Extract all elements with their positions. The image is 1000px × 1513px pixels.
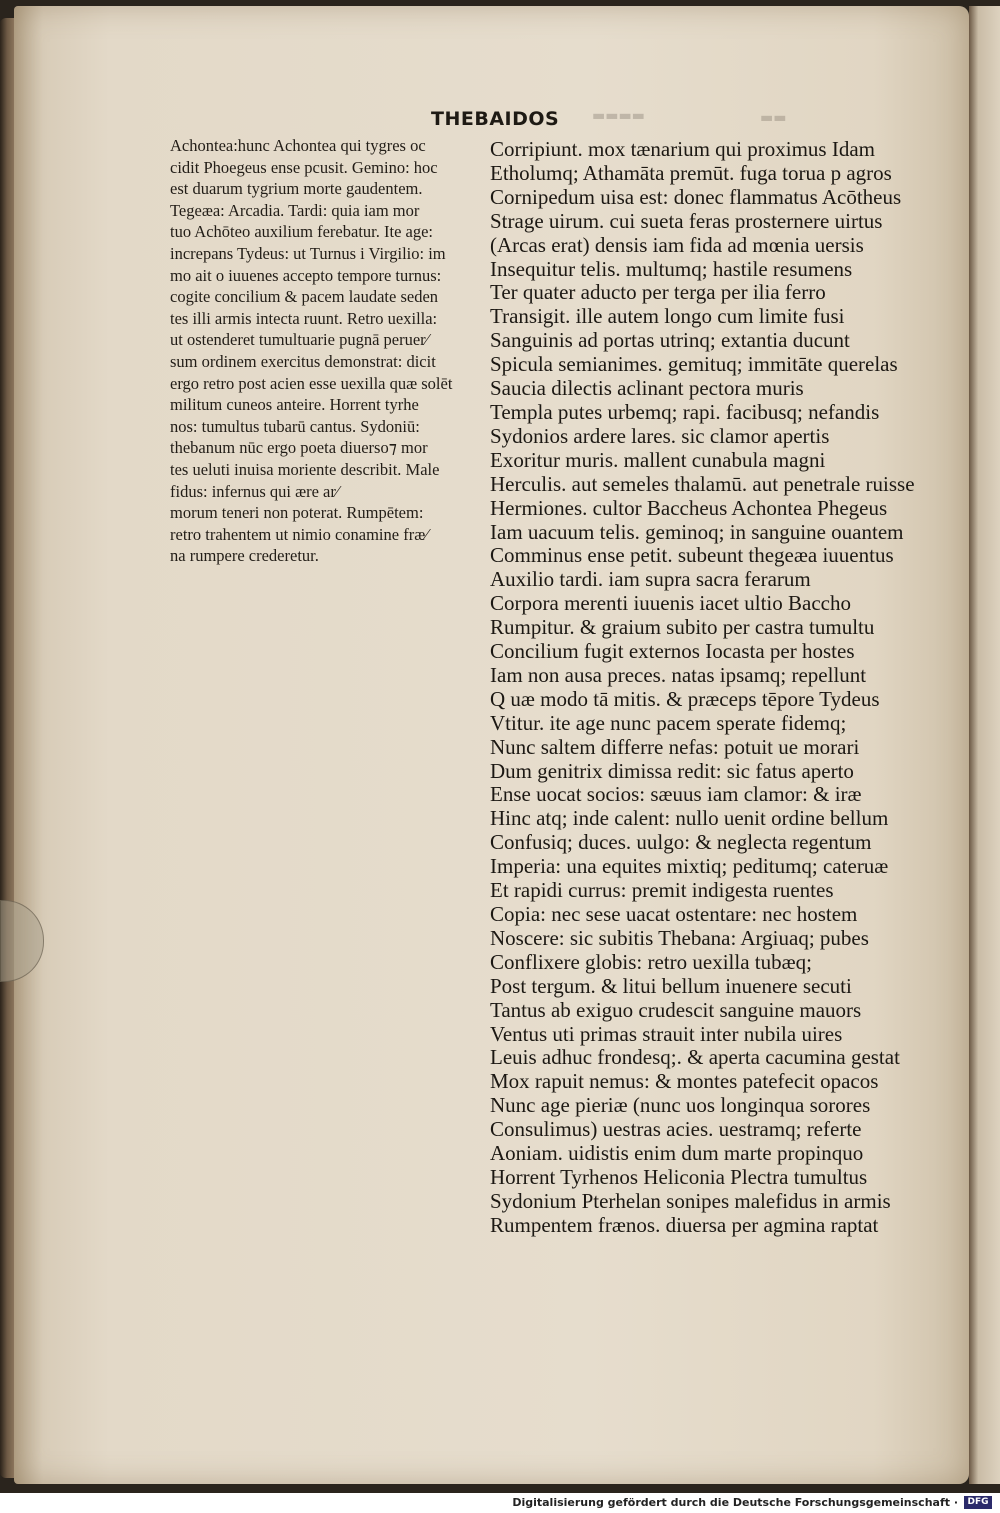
verse-line: Rumpitur. & graium subito per castra tumultu xyxy=(490,615,875,640)
verse-line: Rumpentem frænos. diuersa per agmina raptat xyxy=(490,1212,879,1237)
verse-line: Mox rapuit nemus: & montes patefecit opacos xyxy=(490,1069,879,1094)
commentary-line: tuo Achōteo auxilium ferebatur. Ite age: xyxy=(170,222,433,242)
verse-line: (Arcas erat) densis iam fida ad mœnia uersis xyxy=(490,232,864,257)
dfg-logo: DFG xyxy=(964,1496,992,1509)
commentary-line: Achontea:hunc Achontea qui tygres oc xyxy=(170,136,426,155)
commentary-line: cogite concilium & pacem laudate seden xyxy=(170,287,439,307)
commentary-line: mo ait o iuuenes accepto tempore turnus: xyxy=(170,265,442,285)
commentary-line: thebanum nūc ergo poeta diuerso⁊ mor xyxy=(170,438,428,458)
commentary-line: cidit Phoegeus ense pcusit. Gemino: hoc xyxy=(170,157,438,177)
verse-line: Noscere: sic subitis Thebana: Argiuaq; pubes xyxy=(490,925,869,950)
verse-line: Hinc atq; inde calent: nullo uenit ordine bellum xyxy=(490,806,889,831)
commentary-line: tes ueluti inuisa moriente describit. Male xyxy=(170,459,440,479)
verse-column xyxy=(490,138,950,1238)
commentary-line: morum teneri non poterat. Rumpētem: xyxy=(170,503,424,523)
verse-line: Conflixere globis: retro uexilla tubæq; xyxy=(490,949,812,974)
verse-line: Iam non ausa preces. natas ipsamq; repellunt xyxy=(490,662,867,687)
commentary-line: fidus: infernus qui ære ar⁄ xyxy=(170,481,339,501)
verse-line: Ter quater aducto per terga per ilia ferro xyxy=(490,280,826,305)
footer-bar xyxy=(0,1493,1000,1513)
verse-line: Copia: nec sese uacat ostentare: nec hostem xyxy=(490,902,858,926)
facing-page-edge xyxy=(969,6,1000,1484)
verse-line: Corripiunt. mox tænarium qui proximus Idam xyxy=(490,137,875,161)
verse-line: Strage uirum. cui sueta feras prosternere uirtus xyxy=(490,208,883,233)
commentary-column xyxy=(170,135,480,567)
verse-line: Insequitur telis. multumq; hastile resumens xyxy=(490,256,853,281)
commentary-line: increpans Tydeus: ut Turnus i Virgilio: im xyxy=(170,243,446,263)
verse-line: Sanguinis ad portas utrinq; extantia ducunt xyxy=(490,328,850,353)
verse-line: Iam uacuum telis. geminoq; in sanguine ouantem xyxy=(490,519,904,544)
verse-line: Consulimus) uestras acies. uestramq; referte xyxy=(490,1117,862,1142)
verse-line: Herculis. aut semeles thalamū. aut penetrale ruisse xyxy=(490,471,915,496)
verse-line: Templa putes urbemq; rapi. facibusq; nefandis xyxy=(490,399,880,424)
commentary-line: ergo retro post acien esse uexilla quæ solēt xyxy=(170,373,453,393)
verse-line: Comminus ense petit. subeunt thegeæa iuuentus xyxy=(490,543,894,568)
verse-line: Q uæ modo tā mitis. & præceps tēpore Tydeus xyxy=(490,686,880,711)
verse-line: Confusiq; duces. uulgo: & neglecta regentum xyxy=(490,830,872,855)
commentary-line: militum cuneos anteire. Horrent tyrhe xyxy=(170,395,419,415)
commentary-line: nos: tumultus tubarū cantus. Sydoniū: xyxy=(170,416,420,436)
commentary-line: Tegeæa: Arcadia. Tardi: quia iam mor xyxy=(170,200,420,220)
commentary-line: retro trahentem ut nimio conamine fræ⁄ xyxy=(170,524,428,544)
verse-line: Exoritur muris. mallent cunabula magni xyxy=(490,447,826,472)
bleed-header-ghost: ▬▬▬▬ xyxy=(592,108,645,124)
verse-line: Ense uocat socios: sæuus iam clamor: & iræ xyxy=(490,782,862,807)
verse-line: Ventus uti primas strauit inter nubila uires xyxy=(490,1021,843,1046)
verse-line: Post tergum. & litui bellum inuenere secuti xyxy=(490,973,852,998)
commentary-line: ut ostenderet tumultuarie pugnā peruer⁄ xyxy=(170,330,429,350)
verse-line: Transigit. ille autem longo cum limite fusi xyxy=(490,304,845,329)
verse-line: Nunc saltem differre nefas: potuit ue morari xyxy=(490,734,860,759)
verse-line: Tantus ab exiguo crudescit sanguine mauors xyxy=(490,997,862,1022)
verse-line: Hermiones. cultor Baccheus Achontea Phegeus xyxy=(490,495,888,520)
commentary-line: sum ordinem exercitus demonstrat: dicit xyxy=(170,351,436,371)
commentary-line: tes illi armis intecta ruunt. Retro uexilla: xyxy=(170,308,438,328)
verse-line: Etholumq; Athamāta premūt. fuga torua p agros xyxy=(490,160,892,185)
verse-line: Imperia: una equites mixtiq; peditumq; cateruæ xyxy=(490,854,889,879)
funding-notice: Digitalisierung gefördert durch die Deutsche Forschungsgemeinschaft · xyxy=(512,1496,958,1509)
verse-line: Corpora merenti iuuenis iacet ultio Baccho xyxy=(490,591,851,616)
verse-line: Sydonium Pterhelan sonipes malefidus in armis xyxy=(490,1188,891,1213)
verse-line: Vtitur. ite age nunc pacem sperate fidemq; xyxy=(490,710,847,735)
verse-line: Cornipedum uisa est: donec flammatus Acōtheus xyxy=(490,184,902,209)
commentary-line: na rumpere crederetur. xyxy=(170,546,319,566)
verse-line: Auxilio tardi. iam supra sacra ferarum xyxy=(490,567,811,592)
verse-line: Saucia dilectis aclinant pectora muris xyxy=(490,376,804,401)
verse-line: Concilium fugit externos Iocasta per hostes xyxy=(490,639,855,664)
bleed-header-ghost-2: ▬▬ xyxy=(760,110,787,126)
page-header-title: THEBAIDOS xyxy=(431,108,560,130)
commentary-line: est duarum tygrium morte gaudentem. xyxy=(170,179,423,199)
verse-line: Aoniam. uidistis enim dum marte propinquo xyxy=(490,1141,864,1166)
verse-line: Leuis adhuc frondesq;. & aperta cacumina gestat xyxy=(490,1045,900,1070)
verse-line: Horrent Tyrhenos Heliconia Plectra tumultus xyxy=(490,1164,868,1189)
verse-line: Spicula semianimes. gemituq; immitāte querelas xyxy=(490,352,898,377)
verse-line: Nunc age pieriæ (nunc uos longinqua sorores xyxy=(490,1093,871,1118)
verse-line: Et rapidi currus: premit indigesta ruentes xyxy=(490,878,834,903)
verse-line: Dum genitrix dimissa redit: sic fatus aperto xyxy=(490,758,854,783)
verse-line: Sydonios ardere lares. sic clamor apertis xyxy=(490,423,830,448)
